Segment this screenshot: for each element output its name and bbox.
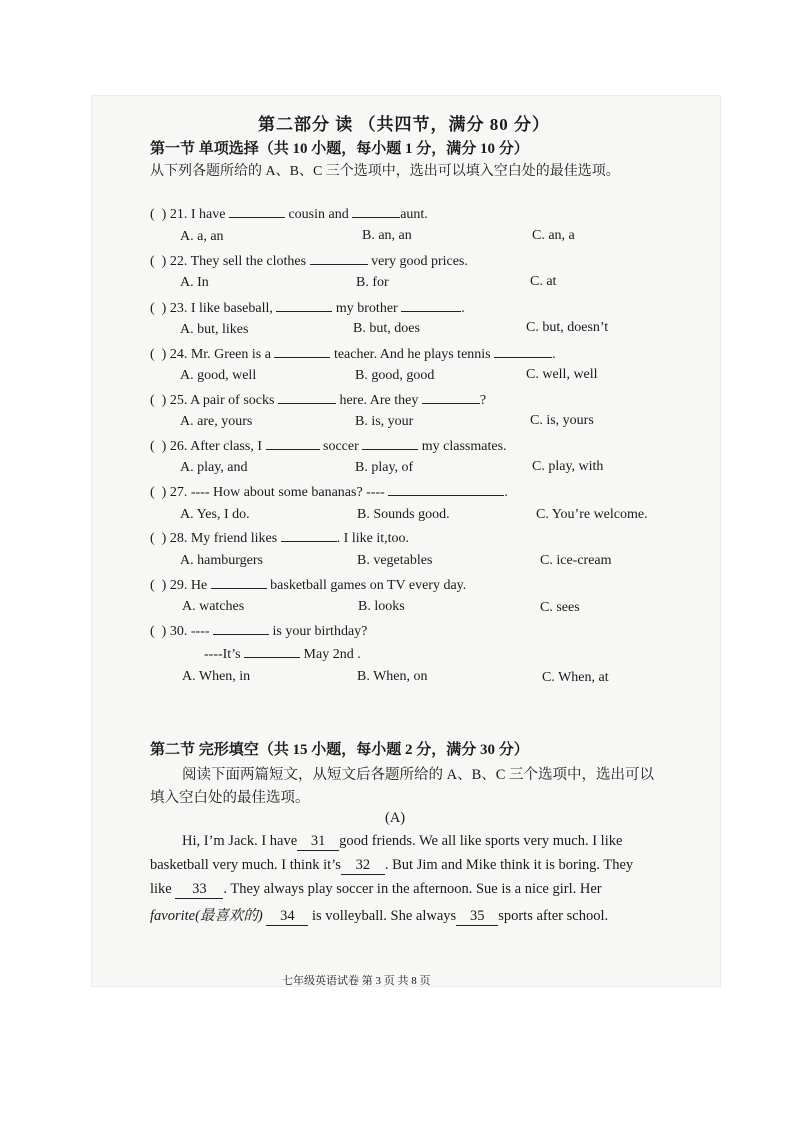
answer-blank — [494, 345, 552, 358]
answer-blank — [362, 437, 418, 450]
cloze-blank-33: 33 — [175, 881, 223, 899]
answer-paren[interactable]: ( ) — [150, 254, 167, 269]
answer-paren[interactable]: ( ) — [150, 439, 167, 454]
option-c: C. an, a — [532, 228, 575, 243]
answer-blank — [310, 252, 368, 265]
answer-paren[interactable]: ( ) — [150, 347, 167, 362]
option-a: A. are, yours — [180, 414, 253, 429]
section2-instruction-line2: 填入空白处的最佳选项。 — [150, 790, 310, 806]
cloze-blank-34: 34 — [266, 908, 308, 926]
question-27: ( ) 27. ---- How about some bananas? ---- . — [150, 485, 508, 500]
passage-label: (A) — [385, 810, 406, 826]
answer-paren[interactable]: ( ) — [150, 624, 167, 639]
question-28: ( ) 28. My friend likes . I like it,too. — [150, 531, 409, 546]
question-21: ( ) 21. I have cousin and aunt. — [150, 207, 428, 222]
answer-blank — [278, 391, 336, 404]
question-number: 30. — [169, 624, 188, 639]
option-c: C. sees — [540, 600, 580, 615]
passage-line-4: favorite(最喜欢的) 34 is volleyball. She always 35 sports after school. — [150, 908, 609, 924]
question-number: 29. — [169, 578, 188, 593]
option-c: C. well, well — [526, 367, 598, 382]
part-title: 第二部分 读 （共四节，满分 80 分） — [258, 115, 550, 134]
question-23: ( ) 23. I like baseball, my brother . — [150, 301, 465, 316]
option-c: C. at — [530, 274, 557, 289]
option-c: C. When, at — [542, 670, 609, 685]
question-number: 25. — [169, 393, 188, 408]
page-footer: 七年级英语试卷 第 3 页 共 8 页 — [282, 975, 431, 987]
section1-instruction: 从下列各题所给的 A、B、C 三个选项中，选出可以填入空白处的最佳选项。 — [150, 164, 620, 179]
option-b: B. but, does — [353, 321, 420, 336]
cloze-blank-35: 35 — [456, 908, 498, 926]
option-a: A. good, well — [180, 368, 257, 383]
answer-blank — [352, 205, 400, 218]
option-b: B. an, an — [362, 228, 412, 243]
question-number: 23. — [169, 301, 188, 316]
question-24: ( ) 24. Mr. Green is a teacher. And he plays tennis . — [150, 347, 556, 362]
option-b: B. vegetables — [357, 553, 433, 568]
option-a: A. but, likes — [180, 322, 249, 337]
question-number: 27. — [169, 485, 188, 500]
option-c: C. is, yours — [530, 413, 594, 428]
answer-blank — [211, 576, 267, 589]
option-b: B. good, good — [355, 368, 435, 383]
passage-line-2: basketball very much. I think it’s 32 . But Jim and Mike think it is boring. They — [150, 857, 634, 873]
answer-blank — [276, 299, 332, 312]
answer-blank — [281, 529, 337, 542]
question-number: 28. — [169, 531, 188, 546]
option-b: B. play, of — [355, 460, 414, 475]
option-a: A. watches — [182, 599, 245, 614]
answer-blank — [274, 345, 330, 358]
option-a: A. play, and — [180, 460, 248, 475]
option-a: A. a, an — [180, 229, 224, 244]
option-b: B. Sounds good. — [357, 507, 450, 522]
option-b: B. looks — [358, 599, 405, 614]
passage-line-1: Hi, I’m Jack. I have 31 good friends. We all like sports very much. I like — [182, 833, 623, 849]
answer-paren[interactable]: ( ) — [150, 393, 167, 408]
answer-paren[interactable]: ( ) — [150, 531, 167, 546]
answer-blank — [266, 437, 320, 450]
question-number: 21. — [169, 207, 188, 222]
section2-instruction-line1: 阅读下面两篇短文，从短文后各题所给的 A、B、C 三个选项中，选出可以 — [182, 767, 655, 783]
cloze-blank-32: 32 — [341, 857, 385, 875]
answer-paren[interactable]: ( ) — [150, 578, 167, 593]
option-a: A. In — [180, 275, 209, 290]
option-a: A. hamburgers — [180, 553, 263, 568]
section2-heading: 第二节 完形填空（共 15 小题，每小题 2 分，满分 30 分） — [150, 742, 529, 758]
answer-blank — [422, 391, 480, 404]
section1-heading: 第一节 单项选择（共 10 小题，每小题 1 分，满分 10 分） — [150, 141, 529, 157]
option-b: B. is, your — [355, 414, 414, 429]
question-number: 26. — [169, 439, 188, 454]
option-c: C. play, with — [532, 459, 604, 474]
option-a: A. Yes, I do. — [180, 507, 250, 522]
option-b: B. When, on — [357, 669, 428, 684]
answer-blank — [401, 299, 461, 312]
question-26: ( ) 26. After class, I soccer my classmates. — [150, 439, 507, 454]
answer-paren[interactable]: ( ) — [150, 485, 167, 500]
answer-paren[interactable]: ( ) — [150, 207, 167, 222]
question-number: 22. — [169, 254, 188, 269]
answer-paren[interactable]: ( ) — [150, 301, 167, 316]
question-25: ( ) 25. A pair of socks here. Are they ? — [150, 393, 487, 408]
option-a: A. When, in — [182, 669, 251, 684]
passage-line-3: like 33 . They always play soccer in the afternoon. Sue is a nice girl. Her — [150, 881, 602, 897]
option-c: C. You’re welcome. — [536, 507, 648, 522]
answer-blank — [213, 622, 269, 635]
answer-blank — [229, 205, 285, 218]
question-30-line2: ----It’s May 2nd . — [204, 647, 361, 662]
question-number: 24. — [169, 347, 188, 362]
answer-blank — [388, 483, 504, 496]
question-22: ( ) 22. They sell the clothes very good prices. — [150, 254, 468, 269]
cloze-blank-31: 31 — [297, 833, 339, 851]
option-c: C. ice-cream — [540, 553, 612, 568]
answer-blank — [244, 645, 300, 658]
option-b: B. for — [356, 275, 389, 290]
question-29: ( ) 29. He basketball games on TV every day. — [150, 578, 467, 593]
question-30: ( ) 30. ---- is your birthday? — [150, 624, 368, 639]
option-c: C. but, doesn’t — [526, 320, 609, 335]
